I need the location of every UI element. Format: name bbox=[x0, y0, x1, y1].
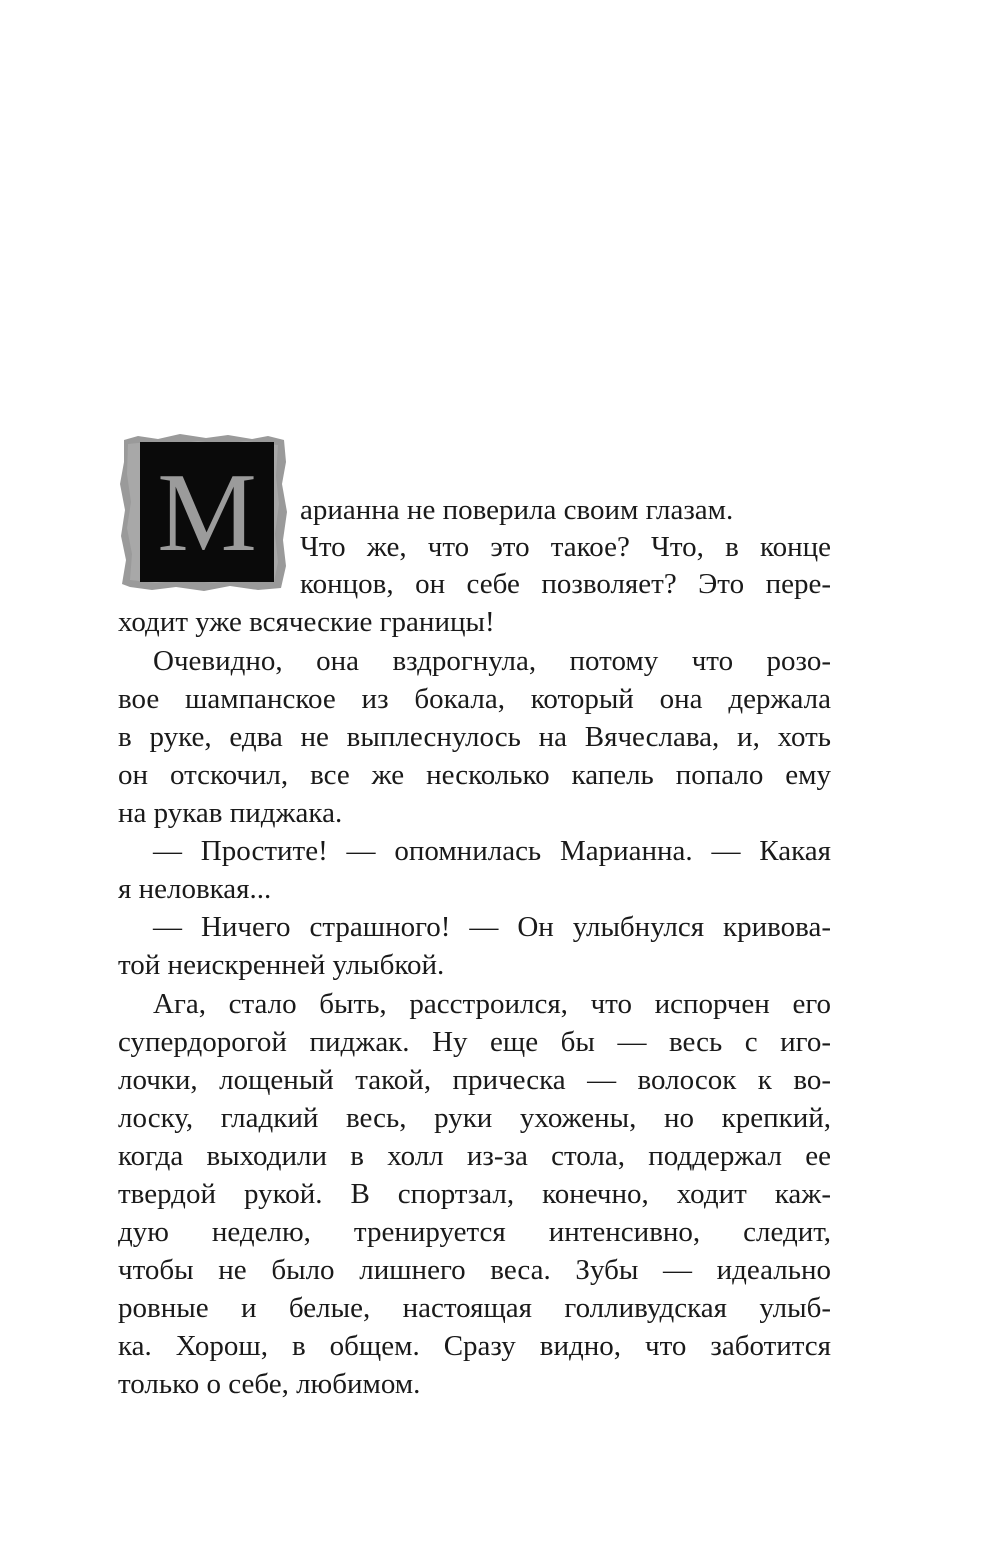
text-line: ка. Хорош, в общем. Сразу видно, что заботится bbox=[118, 1330, 831, 1362]
text-line: Очевидно, она вздрогнула, потому что розо- bbox=[153, 645, 831, 677]
text-line: когда выходили в холл из-за стола, поддержал ее bbox=[118, 1140, 831, 1172]
text-line: вое шампанское из бокала, который она держала bbox=[118, 683, 831, 715]
text-line: только о себе, любимом. bbox=[118, 1368, 421, 1400]
text-line: Ага, стало быть, расстроился, что испорчен его bbox=[153, 988, 831, 1020]
text-line: на рукав пиджака. bbox=[118, 797, 343, 829]
text-line: в руке, едва не выплеснулось на Вячеслава, и, хоть bbox=[118, 721, 831, 753]
text-line: ровные и белые, настоящая голливудская улыб- bbox=[118, 1292, 831, 1324]
text-line: концов, он себе позволяет? Это пере- bbox=[300, 568, 831, 600]
text-line: ходит уже всяческие границы! bbox=[118, 606, 495, 638]
text-line: лоску, гладкий весь, руки ухожены, но крепкий, bbox=[118, 1102, 831, 1134]
text-line: дую неделю, тренируется интенсивно, следит, bbox=[118, 1216, 831, 1248]
text-line: арианна не поверила своим глазам. bbox=[300, 494, 734, 526]
text-line: — Ничего страшного! — Он улыбнулся кривова- bbox=[153, 911, 831, 943]
text-line: супердорогой пиджак. Ну еще бы — весь с иго- bbox=[118, 1026, 831, 1058]
text-line: той неискренней улыбкой. bbox=[118, 949, 445, 981]
text-line: чтобы не было лишнего веса. Зубы — идеально bbox=[118, 1254, 831, 1286]
drop-cap-ornament bbox=[118, 432, 290, 592]
text-line: лочки, лощеный такой, прическа — волосок к во- bbox=[118, 1064, 831, 1096]
text-line: он отскочил, все же несколько капель попало ему bbox=[118, 759, 831, 791]
text-line: — Простите! — опомнилась Марианна. — Какая bbox=[153, 835, 831, 867]
text-line: твердой рукой. В спортзал, конечно, ходит каж- bbox=[118, 1178, 831, 1210]
drop-cap bbox=[118, 432, 290, 592]
text-line: я неловкая... bbox=[118, 873, 272, 905]
text-line: Что же, что это такое? Что, в конце bbox=[300, 531, 831, 563]
drop-cap-letter: М bbox=[157, 451, 257, 575]
